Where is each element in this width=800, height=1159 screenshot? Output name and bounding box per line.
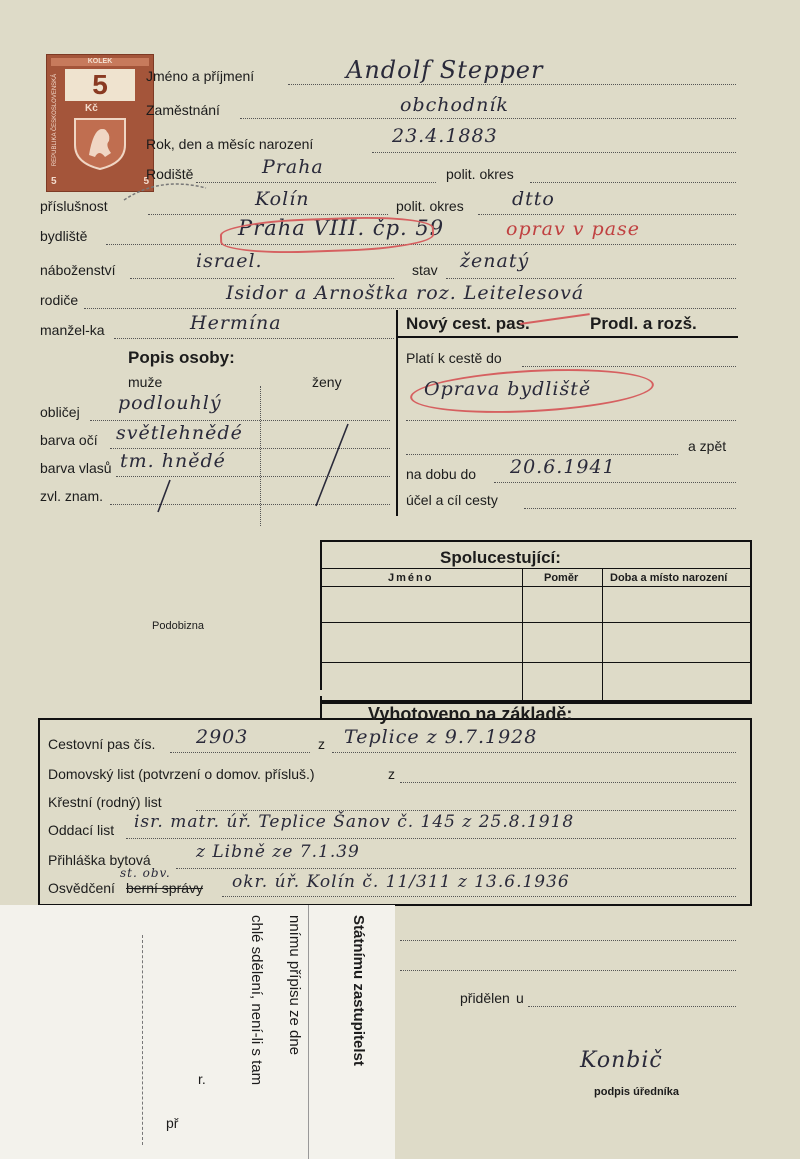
birth-cert-label: Křestní (rodný) list bbox=[48, 794, 162, 810]
occupation-label: Zaměstnání bbox=[146, 102, 220, 118]
assigned-label: přidělen bbox=[460, 990, 510, 1006]
religion-label: náboženství bbox=[40, 262, 116, 278]
residence-value: Praha VIII. čp. 59 bbox=[238, 216, 445, 240]
spouse-value: Hermína bbox=[190, 312, 282, 334]
birth-value: 23.4.1883 bbox=[392, 125, 498, 147]
basis-title: Vyhotoveno na základě: bbox=[368, 704, 573, 724]
occupation-value: obchodník bbox=[400, 94, 509, 116]
description-title: Popis osoby: bbox=[128, 348, 235, 367]
status-value: ženatý bbox=[460, 250, 530, 272]
domicile-label: příslušnost bbox=[40, 198, 108, 214]
note-p-label: př bbox=[166, 1115, 179, 1131]
religion-value: israel. bbox=[196, 250, 263, 272]
status-label: stav bbox=[412, 262, 438, 278]
face-value: podlouhlý bbox=[118, 392, 222, 414]
stamp-top-text: KOLEK bbox=[51, 58, 149, 66]
polit-okres-label-1: polit. okres bbox=[446, 166, 514, 182]
passport-num-value: 2903 bbox=[196, 726, 249, 748]
hair-label: barva vlasů bbox=[40, 460, 112, 476]
tax-over-text: st. obv. bbox=[120, 866, 171, 880]
polit-okres-label-2: polit. okres bbox=[396, 198, 464, 214]
valid-value: Oprava bydliště bbox=[424, 378, 592, 400]
note-r-label: r. bbox=[198, 1071, 206, 1087]
note-line-1: Státnímu zastupitelst bbox=[350, 915, 367, 1066]
stamp-unit: Kč bbox=[85, 103, 98, 114]
signature-label: podpis úředníka bbox=[594, 1086, 679, 1098]
period-value: 20.6.1941 bbox=[510, 456, 616, 478]
marks-label: zvl. znam. bbox=[40, 488, 104, 504]
red-strike bbox=[520, 313, 590, 325]
marriage-value: isr. matr. úř. Teplice Šanov č. 145 z 25.8.1918 bbox=[134, 812, 575, 832]
polit-okres-value-2: dtto bbox=[512, 188, 555, 210]
note-line-3: chlé sdělení, není-li s tam bbox=[248, 915, 265, 1086]
residence-label: bydliště bbox=[40, 228, 88, 244]
female-label: ženy bbox=[312, 374, 342, 390]
name-value: Andolf Stepper bbox=[346, 56, 544, 84]
spouse-label: manžel-ka bbox=[40, 322, 105, 338]
vertical-divider bbox=[396, 310, 398, 516]
marriage-label: Oddací list bbox=[48, 822, 115, 838]
stamp-side-text: REPUBLIKA ČESKOSLOVENSKÁ bbox=[52, 73, 58, 167]
stamp-corner-left: 5 bbox=[51, 176, 57, 187]
registration-label: Přihláška bytová bbox=[48, 852, 151, 868]
passport-from-value: Teplice z 9.7.1928 bbox=[344, 726, 538, 748]
domov-z-label: z bbox=[388, 766, 395, 782]
companions-col-birth: Doba a místo narození bbox=[610, 572, 728, 584]
hair-value: tm. hnědé bbox=[120, 450, 226, 472]
extension-header: Prodl. a rozš. bbox=[590, 314, 697, 333]
parents-value: Isidor a Arnoštka roz. Leitelesová bbox=[226, 282, 585, 304]
tax-strike-text: berní správy bbox=[126, 880, 204, 896]
parents-label: rodiče bbox=[40, 292, 79, 308]
and-back-label: a zpět bbox=[688, 438, 727, 454]
companions-title: Spolucestující: bbox=[440, 548, 561, 567]
name-label: Jméno a příjmení bbox=[146, 68, 255, 84]
tax-label: Osvědčení bbox=[48, 880, 115, 896]
passport-num-label: Cestovní pas čís. bbox=[48, 736, 156, 752]
eyes-label: barva očí bbox=[40, 432, 98, 448]
stamp-corner-right: 5 bbox=[143, 176, 149, 187]
domov-label: Domovský list (potvrzení o domov. přísluš.) bbox=[48, 766, 315, 782]
stamp-value: 5 bbox=[65, 69, 135, 101]
domicile-value: Kolín bbox=[255, 188, 310, 210]
purpose-label: účel a cíl cesty bbox=[406, 492, 498, 508]
birthplace-value: Praha bbox=[262, 156, 324, 178]
companions-col-relation: Poměr bbox=[544, 572, 579, 584]
birthplace-label: Rodiště bbox=[146, 166, 194, 182]
passport-z-label: z bbox=[318, 736, 325, 752]
header-rule bbox=[396, 336, 738, 338]
residence-note: oprav v pase bbox=[506, 218, 641, 240]
male-label: muže bbox=[128, 374, 163, 390]
assigned-u-label: u bbox=[516, 990, 524, 1006]
attached-note-slip bbox=[0, 905, 395, 1159]
new-passport-header: Nový cest. pas. bbox=[406, 314, 530, 333]
period-label: na dobu do bbox=[406, 466, 477, 482]
companions-col-name: Jméno bbox=[388, 572, 434, 584]
birth-label: Rok, den a měsíc narození bbox=[146, 136, 314, 152]
official-signature: Konbič bbox=[580, 1048, 663, 1073]
valid-label: Platí k cestě do bbox=[406, 350, 502, 366]
face-label: obličej bbox=[40, 404, 80, 420]
note-line-2: nnímu přípisu ze dne bbox=[286, 915, 303, 1056]
eyes-value: světlehnědé bbox=[116, 422, 243, 444]
registration-value: z Libně ze 7.1.39 bbox=[196, 842, 360, 862]
photo-label: Podobizna bbox=[152, 620, 204, 632]
lion-emblem-icon bbox=[67, 115, 133, 171]
tax-value: okr. úř. Kolín č. 11/311 z 13.6.1936 bbox=[232, 872, 570, 892]
slash-marks-icon bbox=[140, 420, 360, 520]
